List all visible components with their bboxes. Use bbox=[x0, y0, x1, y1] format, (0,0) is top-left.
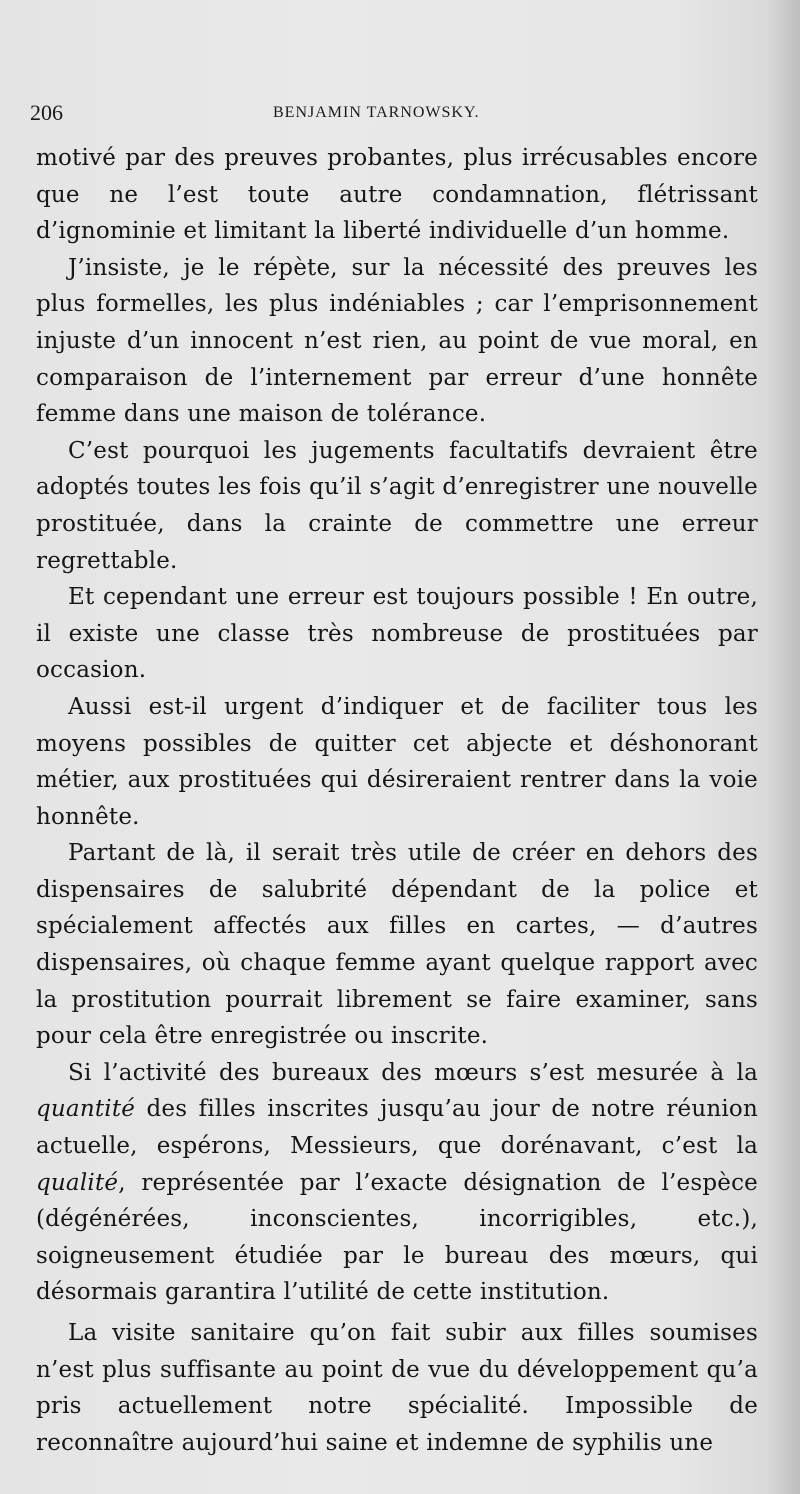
paragraph: Partant de là, il serait très utile de créer en dehors des dispensaires de salubrité dépendant de la police et spécialement affectés aux filles en cartes, — d’autres dispensaires, où chaque femme ayant quelque rapport avec la prostitution pourrait librement se faire examiner, sans pour cela être enregistrée ou inscrite. bbox=[36, 840, 758, 1050]
text-run: des filles inscrites jusqu’au jour de notre réunion actuelle, espérons, Messieurs, que dorénavant, c’est la bbox=[36, 1096, 758, 1160]
paragraph: Aussi est-il urgent d’indiquer et de faciliter tous les moyens possibles de quitter cet abjecte et déshonorant métier, aux prostituées qui désireraient rentrer dans la voie honnête. bbox=[36, 693, 758, 830]
paragraph bbox=[36, 1055, 758, 1311]
paragraph: C’est pourquoi les jugements facultatifs devraient être adoptés toutes les fois qu’il s’agit d’enregistrer une nouvelle prostituée, dans la crainte de commettre une erreur regrettable. bbox=[36, 437, 758, 574]
body-text bbox=[36, 140, 758, 1461]
page-header bbox=[30, 100, 760, 130]
italic-term: quantité bbox=[36, 1096, 136, 1123]
paragraph: La visite sanitaire qu’on fait subir aux filles soumises n’est plus suffisante au point de vue du développement qu’a pris actuellement notre spécialité. Impossible de reconnaître aujourd’hui saine et indemne de syphilis une bbox=[36, 1320, 758, 1456]
text-run: Si l’activité des bureaux des mœurs s’est mesurée à la bbox=[68, 1059, 758, 1086]
paragraph: J’insiste, je le répète, sur la nécessité des preuves les plus formelles, les plus indéniables ; car l’emprisonnement injuste d’un innocent n’est rien, au point de vue moral, en comparaison de l’internement par erreur d’une honnête femme dans une maison de tolérance. bbox=[36, 254, 758, 428]
running-head: BENJAMIN TARNOWSKY. bbox=[273, 104, 480, 121]
text-run: , représentée par l’exacte désignation de l’espèce (dégénérées, inconscientes, incorrigibles, etc.), soigneusement étudiée par le bureau des mœurs, qui désormais garantira l’utilité de cette institution. bbox=[36, 1169, 758, 1306]
paragraph: motivé par des preuves probantes, plus irrécusables encore que ne l’est toute autre condamnation, flétrissant d’ignominie et limitant la liberté individuelle d’un homme. bbox=[36, 145, 758, 245]
paragraph: Et cependant une erreur est toujours possible ! En outre, il existe une classe très nombreuse de prostituées par occasion. bbox=[36, 584, 758, 684]
italic-term: qualité bbox=[36, 1169, 119, 1196]
page-number: 206 bbox=[30, 100, 63, 125]
